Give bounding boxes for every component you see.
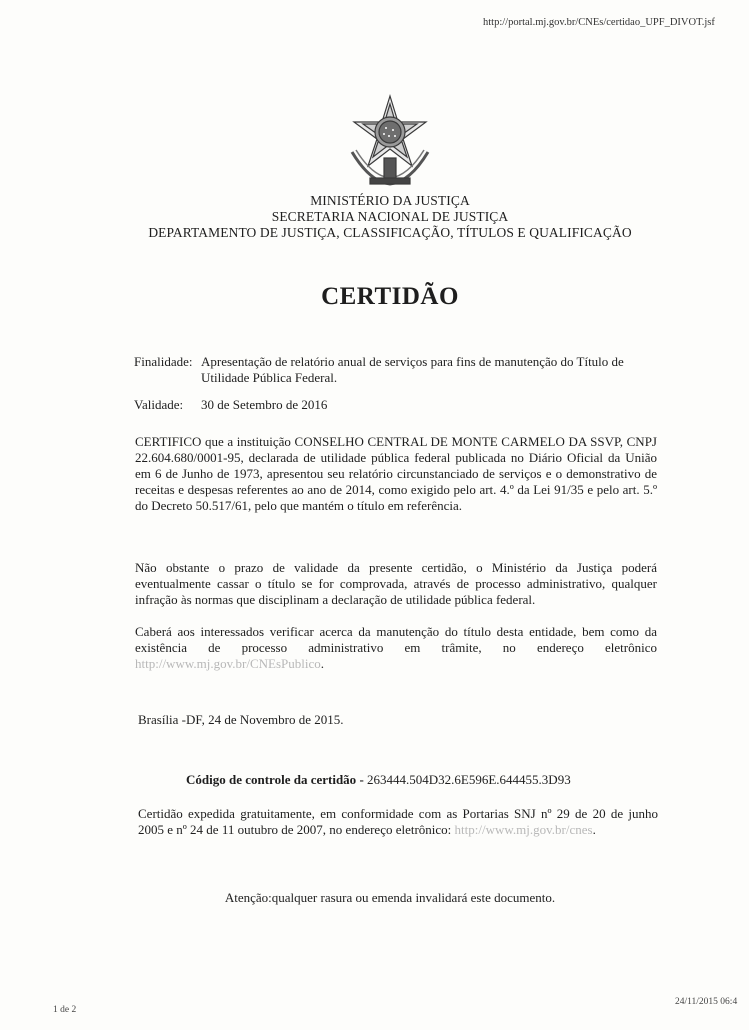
attention-notice: Atenção:qualquer rasura ou emenda invalidará este documento. [224,890,556,905]
control-code-separator: - [356,772,368,787]
document-title: CERTIDÃO [321,283,459,310]
control-code-line [186,772,571,788]
issuance-paragraph [138,806,658,838]
header-line-department: DEPARTAMENTO DE JUSTIÇA, CLASSIFICAÇÃO, TÍTULOS E QUALIFICAÇÃO [148,225,632,240]
control-code-value: 263444.504D32.6E596E.644455.3D93 [367,772,571,787]
notice-paragraph: Não obstante o prazo de validade da presente certidão, o Ministério da Justiça poderá eventualmente cassar o título se for comprovada, através de processo administrativo, qualquer infração às normas que disciplinam a declaração de utilidade pública federal. [135,560,657,607]
issuance-link[interactable]: http://www.mj.gov.br/cnes [454,822,593,837]
place-and-date: Brasília -DF, 24 de Novembro de 2015. [138,712,344,727]
issuance-text: Certidão expedida gratuitamente, em conformidade com as Portarias SNJ nº 29 de 20 de junho 2005 e nº 24 de 11 outubro de 2007, no endereço eletrônico: [138,806,658,837]
finalidade-label: Finalidade: [134,354,193,369]
print-timestamp: 24/11/2015 06:4 [675,997,738,1007]
cnes-public-link[interactable]: http://www.mj.gov.br/CNEsPublico [135,656,321,671]
header-line-secretariat: SECRETARIA NACIONAL DE JUSTIÇA [271,209,509,224]
finalidade-text: Apresentação de relatório anual de serviços para fins de manutenção do Título de Utilidade Pública Federal. [201,354,624,385]
verification-paragraph [135,624,657,672]
coat-of-arms-emblem [340,92,440,192]
control-code-label: Código de controle da certidão [186,772,357,787]
issuance-end: . [592,822,596,837]
page-number: 1 de 2 [53,1005,77,1015]
verification-end: . [320,656,324,671]
header-line-ministry: MINISTÉRIO DA JUSTIÇA [310,193,470,208]
ministry-header [0,193,749,241]
validade-text: 30 de Setembro de 2016 [201,397,328,412]
certification-paragraph: CERTIFICO que a instituição CONSELHO CENTRAL DE MONTE CARMELO DA SSVP, CNPJ 22.604.680/0001-95, declarada de utilidade pública federal publicada no Diário Oficial da União em 6 de Junho de 1973, apresentou seu relatório circunstanciado de serviços e o demonstrativo de receitas e despesas referentes ao ano de 2014, como exigido pelo art. 4.º da Lei 91/35 e pelo art. 5.º do Decreto 50.517/61, pelo que mantém o título em referência. [135,434,657,513]
verification-text: Caberá aos interessados verificar acerca da manutenção do título desta entidade, bem como da existência de processo administrativo em trâmite, no endereço eletrônico [135,624,657,655]
validade-label: Validade: [134,397,184,412]
browser-url: http://portal.mj.gov.br/CNEs/certidao_UPF_DIVOT.jsf [483,17,715,28]
